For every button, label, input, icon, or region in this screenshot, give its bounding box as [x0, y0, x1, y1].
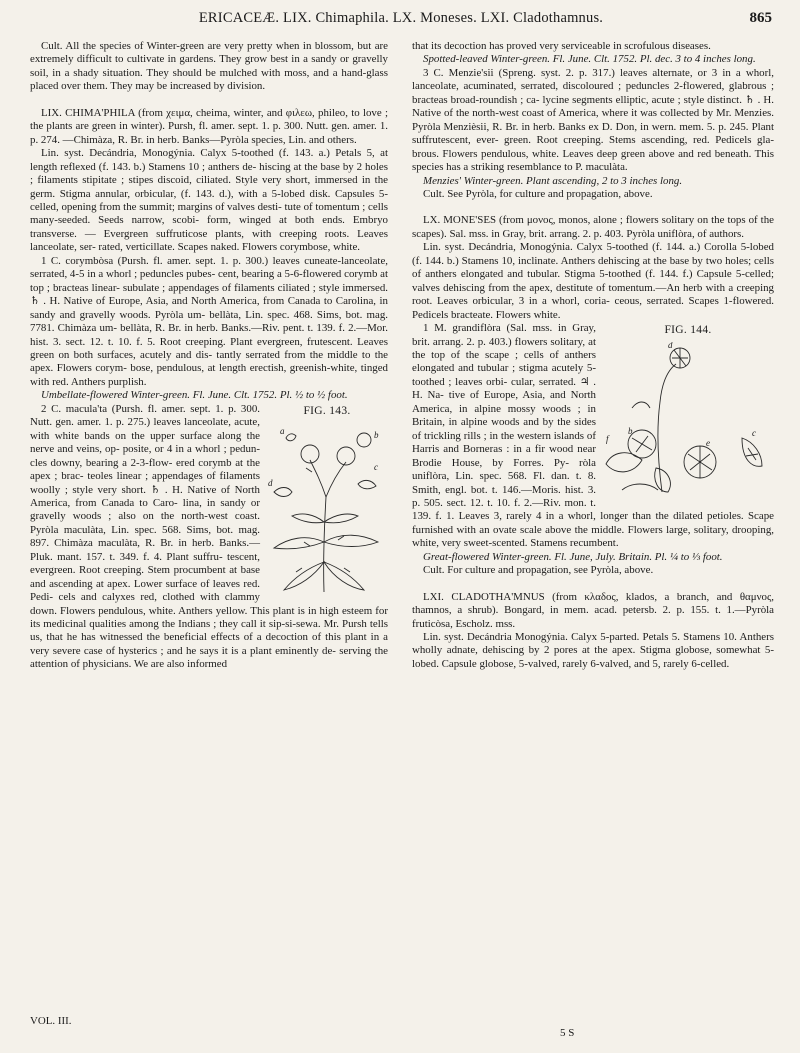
moneses-plant-illustration: [602, 342, 770, 500]
chimaphila-plant-illustration: [266, 422, 384, 597]
paragraph-cult-wintergreen: Cult. All the species of Winter-green are very pretty when in blossom, but are extremely difficult to cultivate in gardens. They grow best in a sandy or gravelly soil, in a shady situation. They should be mulched with moss, and a hand-glass placed over them. They may be increased by division.: [30, 40, 388, 93]
paragraph-c-corymbosa: 1 C. corymbòsa (Pursh. fl. amer. sept. 1. p. 300.) leaves cuneate-lanceolate, serrated, 4-5 in a whorl ; peduncles pubes- cent, bearing a 5-6-flowered corymb at top ; bracteas linear- subulate ; appendages of filaments ciliated ; style immersed. ♄ . H. Native of Europe, Asia, and North America, from Canada to Carolina, in sandy and gravelly woods. Pyròla um- bellàta, Lin. spec. 468. Sims, bot. mag. 7781. Chimàza um- bellàta, R. Br. in herb. Banks.—Riv. pent. t. 139. f. 2.—Mor. hist. 3. sect. 12. t. 10. f. 5. Root creeping. Plant evergreen, frutescent. Leaves green on both surfaces, acutely and dis- tantly serrated from the middle to the apex. Flowers corym- bose, pendulous, at length erectish, greenish-white, tinged with red. Anthers purplish.: [30, 254, 388, 388]
figure-143-caption: FIG. 143.: [303, 404, 351, 417]
svg-text:b: b: [374, 430, 379, 441]
paragraph-chimaphila-characters: Lin. syst. Decándria, Monogýnia. Calyx 5-toothed (f. 143. a.) Petals 5, at length reflexed (f. 143. b.) Stamens 10 ; anthers de- hiscing at the base by 2 holes ; filaments stipitate ; stipes discoid, ciliated. Style very short, immersed in the germ. Stigma annular, orbicular, (f. 143. d.), with a 5-lobed disk. Capsules 5-celled, opening from the summit; margins of valves desti- tute of tomentum ; cells many-seeded. Seeds narrow, scobi- form, winged at both ends. Embryo transverse. — Evergreen suffruticose plants, with creeping roots. Leaves lanceolate, ser- rated, verticillate. Scapes naked. Flowers corymbose, white.: [30, 147, 388, 254]
svg-text:d: d: [268, 478, 273, 489]
paragraph-c-maculata: 2 C. macula'ta (Pursh. fl. amer. sept. 1. p. 300. Nutt. gen. amer. 1. p. 275.) leaves lanceolate, acute, with white bands on the upper surface along the nerve and veins, op- posite, or 4 in a whorl ; pedun- cles downy, bearing a 2-3-flow- ered corymb at the apex ; brac- teoles linear ; appendages of filaments woolly ; style very short. ♄ . H. Native of North America, from Canada to Caro- lina, in sandy or gravelly woods ; also on the north-west coast. Pyròla maculàta, Lin. spec. 568. Sims, bot. mag. 897. Chimàza maculàta, R. Br. in herb. Banks.—Pluk. mant. 157. t. 349. f. 4. Plant suffru- tescent, evergreen. Root creeping. Stem procumbent at base and ascending at apex. Lower surface of leaves red. Pedi- cels and calyxes red, clothed with clammy down. Flowers pendulous, white. Anthers yellow. This plant is in high esteem for its medicinal qualities among the Indians ; they call it sip-si-sewa. Mr. Pursh tells us, that he has witnessed the beneficial effects of a decoction of this plant in a very severe case of hysterics ; and he says it is a plant eminently de- serving the attention of physicians. We are also informed: [30, 402, 388, 671]
paragraph-cladothamnus-genus: LXI. CLADOTHA'MNUS (from κλαδος, klados, a branch, and θαμνος, thamnos, a shrub). Bongard, in mem. acad. petersb. 2. p. 155. t. 1.—Pyròla fruticòsa, Escholz. mss.: [412, 590, 774, 630]
paragraph-cult-menziesii: Cult. See Pyròla, for culture and propagation, above.: [423, 187, 653, 200]
paragraph-moneses-genus: LX. MONE'SES (from μονος, monos, alone ; flowers solitary on the tops of the scapes). Sal. mss. in Gray, brit. arrang. 2. p. 403. Pyròla uniflòra, of authors.: [412, 214, 774, 240]
svg-text:f: f: [606, 433, 609, 444]
svg-text:d: d: [668, 341, 673, 350]
svg-text:c: c: [374, 462, 378, 473]
paragraph-m-grandiflora: 1 M. grandiflòra (Sal. mss. in Gray, brit. arrang. 2. p. 403.) flowers solitary, at the top of the scape ; cells of anthers elongated and tubular ; stigma acutely 5-toothed ; leaves orbi- cular, serrated. ♃ . H. Na- tive of Europe, Asia, and North America, in alpine mossy woods ; in Britain, in alpine woods and by the sides of trickling rills ; in the western islands of Harris and Borneras : in a fir wood near Brodie House, by Forres. Py- ròla uniflòra, Lin. spec. 568. Fl. dan. t. 8. Smith, engl. bot. t. 146.—Moris. hist. 3. p. 505. sect. 12. t. 10. f. 2.—Riv. mon. t. 139. f. 1. Leaves 3, rarely 4 in a whorl, longer than the dilated petioles. Scape furnished with an ovate scale above the middle. Flowers large, solitary, drooping, white, very sweet-scented. Stamens recumbent.: [412, 322, 774, 550]
page-number: 865: [749, 10, 772, 26]
paragraph-menzies-common-name: Menzies' Winter-green. Plant ascending, 2 to 3 inches long.: [423, 174, 683, 187]
paragraph-continuation: that its decoction has proved very serviceable in scrofulous diseases.: [412, 40, 711, 52]
left-column: [30, 40, 388, 672]
volume-footer: VOL. III.: [30, 1015, 72, 1027]
paragraph-great-flowered-common-name: Great-flowered Winter-green. Fl. June, July. Britain. Pl. ¼ to ⅓ foot.: [423, 550, 723, 563]
running-header: [30, 8, 772, 32]
svg-text:e: e: [706, 437, 710, 448]
paragraph-cult-moneses: Cult. For culture and propagation, see Pyròla, above.: [423, 564, 654, 577]
paragraph-c-menziesii: 3 C. Menzie'sii (Spreng. syst. 2. p. 317.) leaves alternate, or 3 in a whorl, lanceolate, acuminated, serrated, discoloured ; peduncles 2-flowered, glabrous ; bracteas broad-roundish ; ca- lycine segments elliptic, acute ; style distinct. ♄ . H. Native of the north-west coast of America, where it was collected by Mr. Menzies. Pyròla Menzièsii, R. Br. in herb. Banks ex D. Don, in wern. mem. 5. p. 245. Plant suffrutescent, ever- green. Root creeping. Stems ascending, red. Pedicels gla- brous. Flowers pendulous, white. Leaves deep green above and red beneath. This species has a striking resemblance to P. maculàta.: [412, 66, 774, 174]
paragraph-chimaphila-genus: LIX. CHIMA'PHILA (from χειμα, cheima, winter, and φιλεω, phileo, to love ; the plants are green in winter). Pursh, fl. amer. sept. 1. p. 300. Nutt. gen. amer. 1. p. 274. —Chimàza, R. Br. in herb. Banks—Pyròla species, Lin. and others.: [30, 106, 388, 146]
paragraph-umbellate-common-name: Umbellate-flowered Winter-green. Fl. June. Clt. 1752. Pl. ½ to ½ foot.: [41, 389, 348, 402]
paragraph-cladothamnus-characters: Lin. syst. Decándria Monogýnia. Calyx 5-parted. Petals 5. Stamens 10. Anthers wholly adnate, dehiscing by 2 pores at the apex. Stigma globose, somewhat 5-lobed. Capsule globose, 5-valved, rarely 6-valved, and 5, rarely 6-celled.: [412, 631, 774, 670]
header-title: ERICACEÆ. LIX. Chimaphila. LX. Moneses. LXI. Cladothamnus.: [198, 10, 604, 26]
svg-text:c: c: [752, 427, 756, 438]
figure-143: [266, 403, 388, 597]
right-column: [412, 40, 774, 671]
paragraph-moneses-characters: Lin. syst. Decándria, Monogýnia. Calyx 5-toothed (f. 144. a.) Corolla 5-lobed (f. 144. b.) Stamens 10, inclinate. Anthers dehiscing at the base by two holes; cells of anthers elongated and tubular. Stigma 5-toothed (f. 144. f.) Capsule 5-celled; valves dehiscing from the apex, destitute of tomentum.—An herb with a creeping root. Leaves orbicular, 3 in a whorl, coria- ceous, serrated. Scapes 1-flowered. Pedicels bracteate. Flowers white.: [412, 241, 774, 321]
svg-text:b: b: [628, 425, 633, 436]
svg-text:a: a: [280, 426, 285, 437]
signature-mark: 5 S: [560, 1027, 575, 1039]
figure-144-caption: FIG. 144.: [664, 324, 712, 337]
paragraph-spotted-common-name: Spotted-leaved Winter-green. Fl. June. Clt. 1752. Pl. dec. 3 to 4 inches long.: [423, 53, 756, 66]
figure-144: [602, 322, 774, 499]
